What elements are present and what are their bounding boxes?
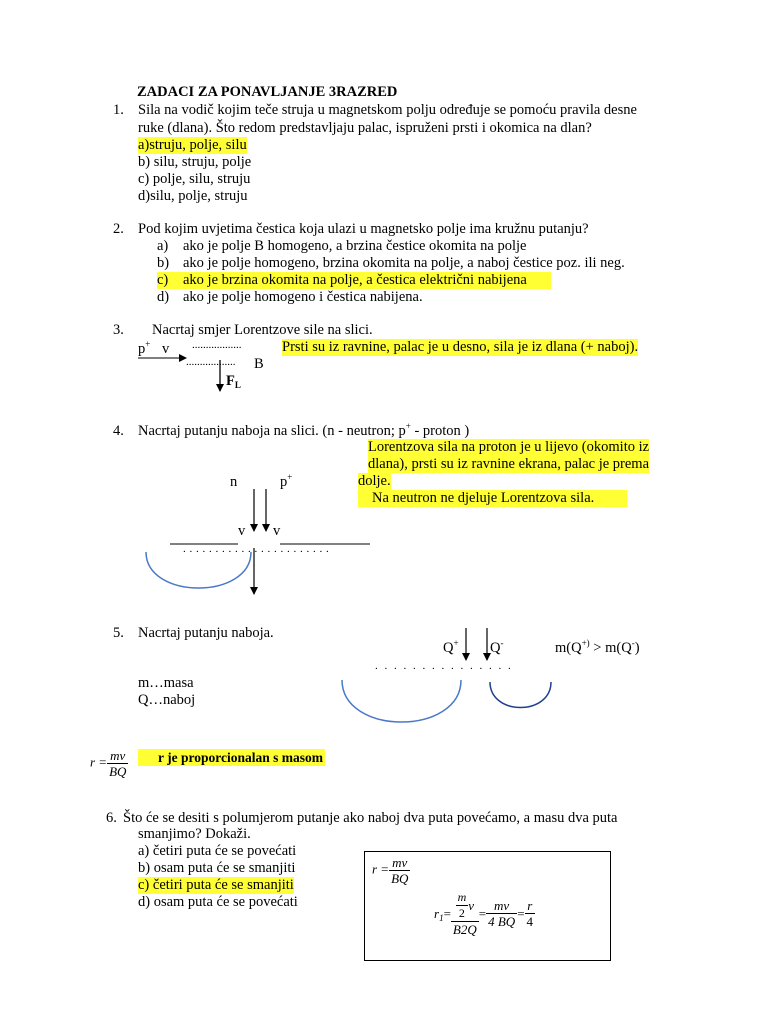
q2-option-b-text: ako je polje homogeno, brzina okomita na polje, a naboj čestice poz. ili neg.	[183, 255, 625, 271]
q6-text-line2: smanjimo? Dokaži.	[138, 826, 251, 842]
q6-number: 6.	[106, 810, 117, 826]
q3-p-label: p+	[138, 339, 151, 357]
q4-text: Nacrtaj putanju naboja na slici. (n - neutron; p+ - proton )	[138, 421, 470, 439]
q5-qplus-label: Q+	[443, 638, 459, 656]
q3-answer: Prsti su iz ravnine, palac je u desno, sila je iz dlana (+ naboj).	[282, 339, 639, 355]
q2-text: Pod kojim uvjetima čestica koja ulazi u magnetsko polje ima kružnu putanju?	[138, 221, 589, 237]
q5-answer: r je proporcionalan s masom	[138, 749, 325, 766]
q2-option-a-letter: a)	[157, 238, 169, 254]
q4-answer-line2: dlana), prsti su iz ravnine ekrana, palac je prema	[368, 456, 650, 472]
q1-text-line1: Sila na vodič kojim teče struja u magnetskom polju određuje se pomoću pravila desne	[138, 102, 637, 118]
q4-field-dots: . . . . . . . . . . . . . . . . . . . . . . .	[183, 543, 330, 555]
q6-option-b: b) osam puta će se smanjiti	[138, 860, 296, 876]
q3-fl-label: $F_L$	[226, 373, 241, 390]
q5-charge-legend: Q…naboj	[138, 692, 196, 708]
q2-number: 2.	[113, 221, 124, 237]
q4-p-label: p+	[280, 472, 293, 490]
q1-option-b: b) silu, struju, polje	[138, 154, 252, 170]
q4-answer-line4: Na neutron ne djeluje Lorentzova sila.	[358, 490, 627, 507]
q3-field-dots-bottom: ..................	[186, 356, 236, 368]
q4-n-label: n	[230, 474, 238, 490]
q6-option-a: a) četiri puta će se povećati	[138, 843, 297, 859]
q5-mass-legend: m…masa	[138, 675, 194, 691]
q1-option-c: c) polje, silu, struju	[138, 171, 251, 187]
q3-b-label: B	[254, 356, 264, 372]
q4-v-left: v	[238, 523, 246, 539]
q3-field-dots-top: ..................	[192, 339, 242, 351]
q2-option-b-letter: b)	[157, 255, 170, 271]
q5-mass-relation: m(Q+) > m(Q-)	[555, 638, 640, 656]
q5-qminus-arc	[490, 682, 551, 708]
q2-option-c-text: ako je brzina okomita na polje, a čestica električni nabijena	[183, 272, 527, 288]
q2-option-c-letter: c)	[157, 272, 169, 288]
q1-option-a: a)struju, polje, silu	[138, 137, 247, 153]
page-title: ZADACI ZA PONAVLJANJE 3RAZRED	[137, 84, 398, 100]
q4-answer-line3: dolje.	[358, 473, 391, 489]
q5-qminus-label: Q-	[490, 638, 504, 656]
q3-number: 3.	[113, 322, 124, 338]
q4-proton-arc	[146, 552, 251, 588]
q6-box-formula-r1: $r_1=$ $\frac{m}{2}$ v B2Q = $\frac{mv}{4 BQ}$ = $\frac{r}{4}$	[434, 890, 534, 937]
q2-option-a-text: ako je polje B homogeno, a brzina čestice okomita na polje	[183, 238, 527, 254]
q5-qplus-arc	[342, 680, 461, 722]
q1-text-line2: ruke (dlana). Što redom predstavljaju palac, ispruženi prsti i okomica na dlan?	[138, 120, 592, 136]
q6-text-line1: Što će se desiti s polumjerom putanje ako naboj dva puta povećamo, a masu dva puta	[123, 810, 618, 826]
q4-number: 4.	[113, 423, 124, 439]
q1-option-d: d)silu, polje, struju	[138, 188, 248, 204]
q6-option-d: d) osam puta će se povećati	[138, 894, 298, 910]
q1-number: 1.	[113, 102, 124, 118]
q6-option-c: c) četiri puta će se smanjiti	[138, 877, 294, 893]
q2-option-d-letter: d)	[157, 289, 170, 305]
q4-answer-line1: Lorentzova sila na proton je u lijevo (okomito iz	[368, 439, 650, 455]
q2-option-d-text: ako je polje homogeno i čestica nabijena.	[183, 289, 423, 305]
q5-number: 5.	[113, 625, 124, 641]
q4-v-right: v	[273, 523, 281, 539]
q3-text: Nacrtaj smjer Lorentzove sile na slici.	[152, 322, 373, 338]
q5-text: Nacrtaj putanju naboja.	[138, 625, 274, 641]
q3-v-label: v	[162, 341, 170, 357]
q5-field-dots: . . . . . . . . . . . . . . .	[375, 660, 513, 672]
q6-box-formula-r: r = $\frac{mv}{BQ}$	[372, 855, 409, 886]
q5-radius-formula: r = $\frac{mv}{BQ}$	[90, 748, 127, 779]
